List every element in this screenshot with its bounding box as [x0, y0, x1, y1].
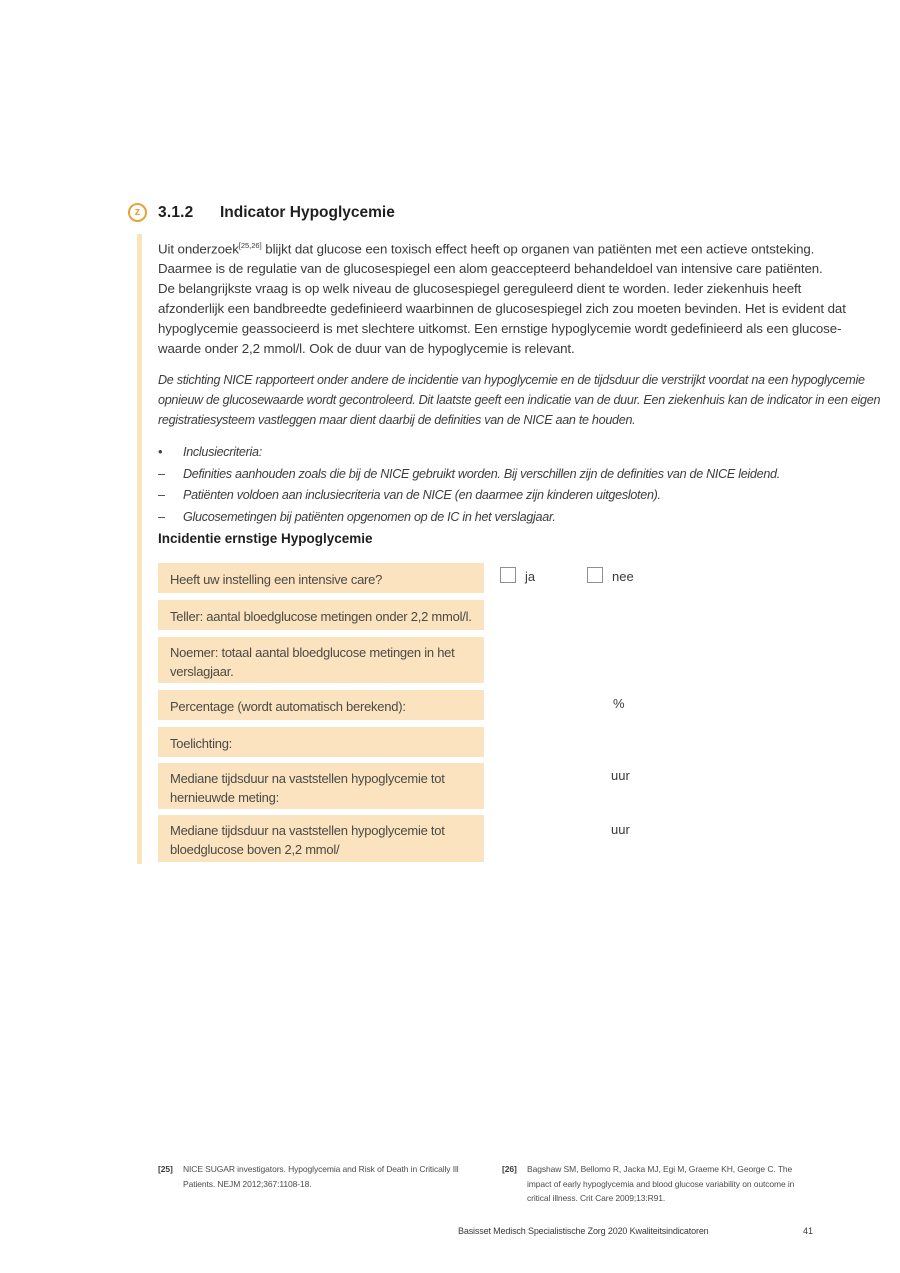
section-number: 3.1.2	[158, 204, 194, 221]
paragraph-line	[158, 236, 846, 259]
footer-document-title: Basisset Medisch Specialistische Zorg 2020 Kwaliteitsindicatoren	[458, 1226, 709, 1236]
list-item-text: Inclusiecriteria:	[183, 445, 262, 459]
list-item	[158, 507, 780, 529]
form-row-mediane-tijdsduur-bloedglucose	[158, 815, 484, 862]
form-field-label	[158, 727, 484, 757]
form-field-label	[158, 690, 484, 720]
label-line: Mediane tijdsduur na vaststellen hypoglycemie tot	[170, 823, 445, 838]
footnote-marker: [25]	[158, 1164, 173, 1174]
footnote-text	[527, 1162, 827, 1206]
dash-marker: –	[158, 510, 165, 525]
page-title: Indicator Hypoglycemie	[220, 204, 395, 221]
footnote-marker: [26]	[502, 1164, 517, 1174]
list-item-text: Patiënten voldoen aan inclusiecriteria van de NICE (en daarmee zijn kinderen uitgesloten).	[183, 488, 661, 503]
paragraph-line: hypoglycemie geassocieerd is met slechtere uitkomst. Een ernstige hypoglycemie wordt gedefinieerd als een glucose-	[158, 321, 842, 337]
label-line: Teller: aantal bloedglucose metingen onder 2,2 mmol/l.	[170, 609, 472, 624]
paragraph-line: opnieuw de glucosewaarde wordt gecontroleerd. Dit laatste geeft een indicatie van de duur. Een ziekenhuis kan de indicator in een eigen	[158, 393, 881, 408]
dash-marker: –	[158, 488, 165, 503]
nice-note-paragraph	[158, 370, 880, 431]
footnote-text	[183, 1162, 483, 1191]
paragraph-line: registratiesysteem vastleggen maar dient daarbij de definities van de NICE aan te houden.	[158, 413, 636, 428]
form-row-noemer	[158, 637, 484, 683]
list-item	[158, 442, 780, 464]
label-line: Mediane tijdsduur na vaststellen hypoglycemie tot	[170, 771, 445, 786]
footnote-line: Bagshaw SM, Bellomo R, Jacka MJ, Egi M, Graeme KH, George C. The	[527, 1164, 793, 1174]
label-line: hernieuwde meting:	[170, 790, 279, 805]
footer-page-number: 41	[803, 1226, 814, 1236]
section-badge-glyph: z	[134, 206, 141, 218]
unit-uur: uur	[611, 768, 630, 783]
label-line: Noemer: totaal aantal bloedglucose metingen in het	[170, 645, 455, 660]
unit-uur: uur	[611, 822, 630, 837]
form-field-label	[158, 637, 484, 683]
list-item	[158, 485, 780, 507]
label-line: Heeft uw instelling een intensive care?	[170, 572, 383, 587]
dash-marker: –	[158, 466, 165, 481]
form-field-label	[158, 815, 484, 862]
footnote-25	[158, 1162, 483, 1191]
inclusion-criteria-list	[158, 442, 780, 529]
list-item-text: Glucosemetingen bij patiënten opgenomen op de IC in het verslagjaar.	[183, 510, 556, 525]
label-line: verslagjaar.	[170, 664, 234, 679]
label-line: bloedglucose boven 2,2 mmol/	[170, 842, 340, 857]
form-section-heading: Incidentie ernstige Hypoglycemie	[158, 531, 373, 546]
label-line: Toelichting:	[170, 736, 233, 751]
checkbox-ja-label: ja	[525, 569, 536, 584]
form-row-intensive-care	[158, 563, 484, 593]
form-field-label	[158, 763, 484, 809]
paragraph-line: waarde onder 2,2 mmol/l. Ook de duur van de hypoglycemie is relevant.	[158, 341, 575, 357]
paragraph-line: Daarmee is de regulatie van de glucosespiegel een alom geaccepteerd behandeldoel van intensive care patiënten.	[158, 261, 823, 277]
paragraph-text: Uit onderzoek	[158, 241, 239, 257]
paragraph-line: afzonderlijk een bandbreedte gedefinieerd waarbinnen de glucosespiegel zich zou moeten bevinden. Het is evident dat	[158, 301, 846, 317]
paragraph-line: De belangrijkste vraag is op welk niveau de glucosespiegel gereguleerd dient te worden. Ieder ziekenhuis heeft	[158, 281, 802, 297]
list-item	[158, 464, 780, 486]
unit-percent: %	[613, 696, 625, 711]
paragraph-line: De stichting NICE rapporteert onder andere de incidentie van hypoglycemie en de tijdsduur die verstrijkt voordat na een hypoglycemie	[158, 373, 865, 387]
footnote-line: Patients. NEJM 2012;367:1108-18.	[183, 1178, 312, 1189]
footnote-line: critical illness. Crit Care 2009;13:R91.	[527, 1193, 666, 1203]
checkbox-nee-label: nee	[612, 569, 634, 584]
section-badge-icon	[128, 203, 147, 222]
footnote-reference: [25,26]	[238, 241, 262, 250]
checkbox-nee[interactable]	[587, 567, 603, 583]
form-field-label	[158, 563, 484, 593]
intro-paragraph	[158, 236, 846, 359]
bullet-marker: •	[158, 445, 163, 459]
footnote-26	[502, 1162, 827, 1206]
footnote-line: impact of early hypoglycemia and blood glucose variability on outcome in	[527, 1178, 795, 1189]
form-row-toelichting	[158, 727, 484, 757]
form-row-percentage	[158, 690, 484, 720]
section-accent-bar	[137, 234, 142, 864]
form-row-teller	[158, 600, 484, 630]
checkbox-ja[interactable]	[500, 567, 516, 583]
label-line: Percentage (wordt automatisch berekend):	[170, 699, 406, 714]
form-row-mediane-tijdsduur-meting	[158, 763, 484, 809]
footnote-line: NICE SUGAR investigators. Hypoglycemia and Risk of Death in Critically Ill	[183, 1164, 459, 1174]
paragraph-text: blijkt dat glucose een toxisch effect heeft op organen van patiënten met een actieve ontsteking.	[261, 241, 815, 257]
list-item-text: Definities aanhouden zoals die bij de NICE gebruikt worden. Bij verschillen zijn de definities van de NICE leidend.	[183, 466, 780, 481]
form-field-label	[158, 600, 484, 630]
